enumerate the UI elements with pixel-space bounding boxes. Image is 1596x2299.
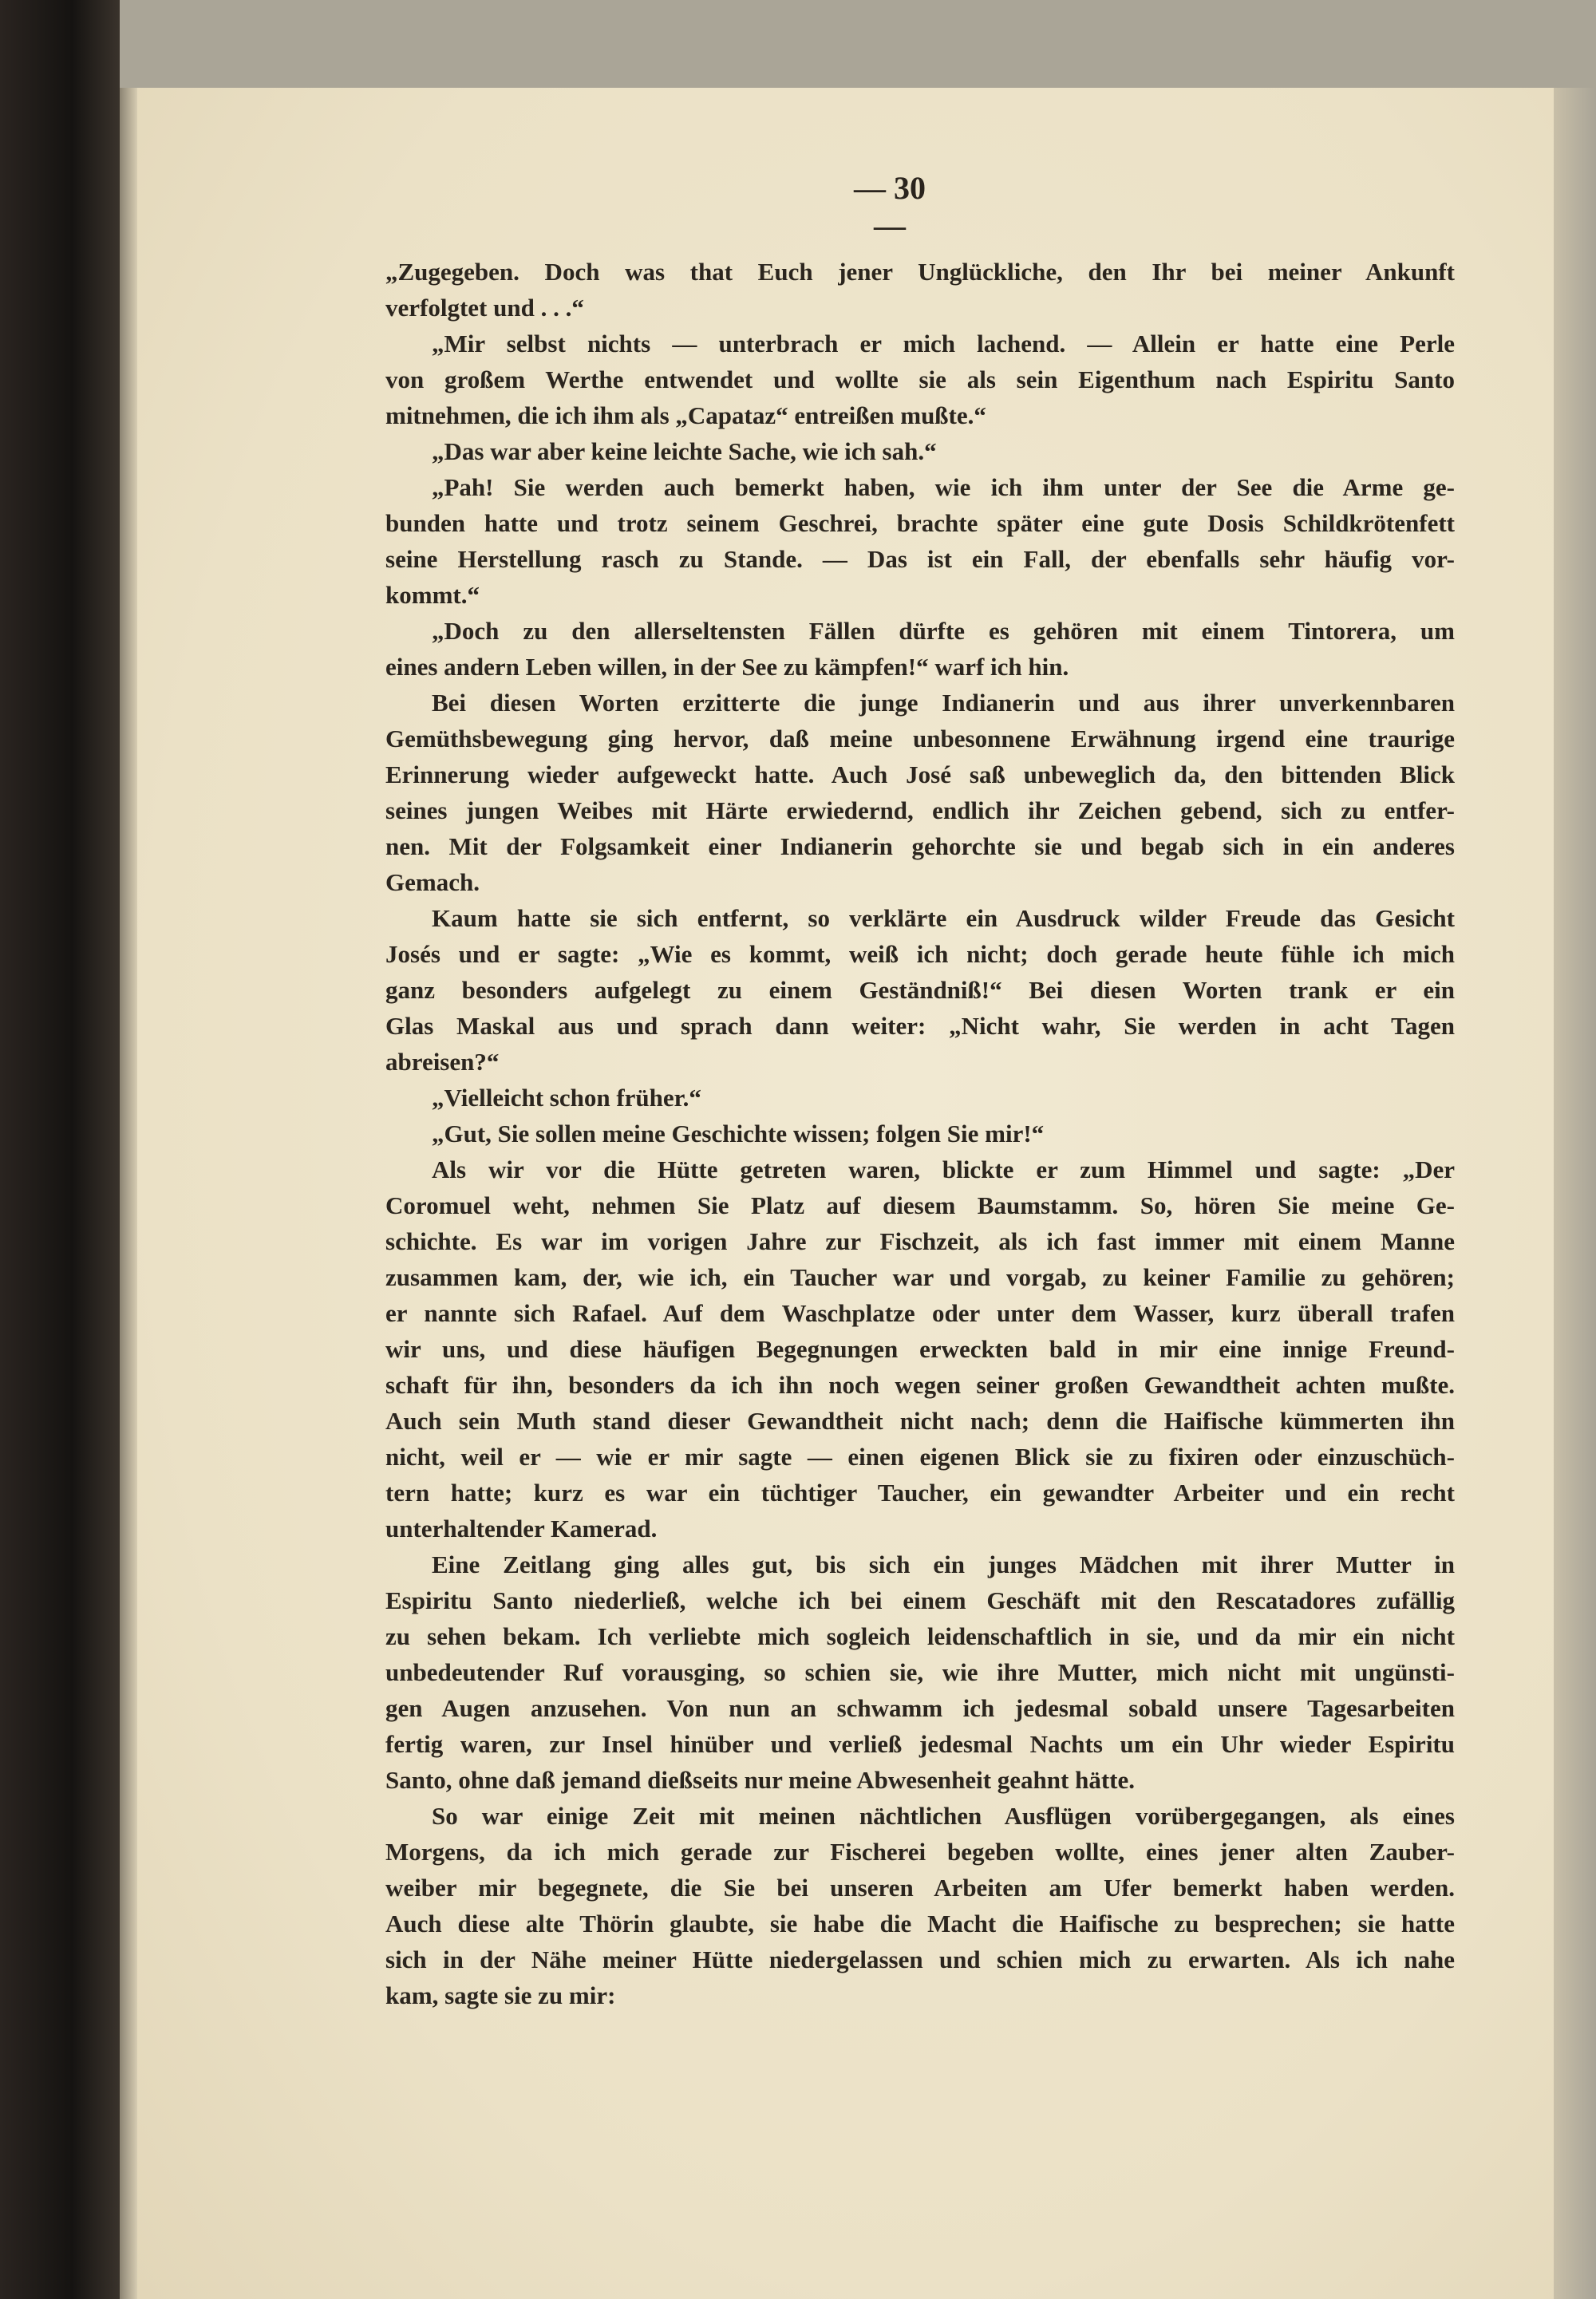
page-number: — 30 — (854, 170, 926, 243)
text-line: zu sehen bekam. Ich verliebte mich sogleich leidenschaftlich in sie, und da mir ein nicht (385, 1622, 1455, 1650)
text-line: abreisen?“ (385, 1048, 500, 1076)
text-line: Espiritu Santo niederließ, welche ich bei einem Geschäft mit den Rescatadores zufällig (385, 1586, 1455, 1614)
text-line: „Das war aber keine leichte Sache, wie ich sah.“ (432, 437, 937, 465)
text-line: er nannte sich Rafael. Auf dem Waschplatze oder unter dem Wasser, kurz überall trafen (385, 1299, 1455, 1327)
text-line: verfolgtet und . . .“ (385, 294, 584, 322)
text-line: wir uns, und diese häufigen Begegnungen erweckten bald in mir eine innige Freund- (385, 1335, 1455, 1363)
text-line: Eine Zeitlang ging alles gut, bis sich ein junges Mädchen mit ihrer Mutter in (432, 1550, 1455, 1578)
scan-background-right (1554, 88, 1596, 2299)
text-line: Als wir vor die Hütte getreten waren, blickte er zum Himmel und sagte: „Der (432, 1155, 1455, 1183)
text-line: eines andern Leben willen, in der See zu kämpfen!“ warf ich hin. (385, 653, 1069, 681)
text-line: sich in der Nähe meiner Hütte niedergelassen und schien mich zu erwarten. Als ich nahe (385, 1945, 1455, 1973)
text-line: Glas Maskal aus und sprach dann weiter: „Nicht wahr, Sie werden in acht Tagen (385, 1012, 1455, 1040)
text-line: tern hatte; kurz es war ein tüchtiger Taucher, ein gewandter Arbeiter und ein recht (385, 1479, 1455, 1507)
text-line: nicht, weil er — wie er mir sagte — einen eigenen Blick sie zu fixiren oder einzuschüch- (385, 1443, 1455, 1471)
text-line: Gemach. (385, 868, 480, 896)
text-line: So war einige Zeit mit meinen nächtlichen Ausflügen vorübergegangen, als eines (432, 1802, 1455, 1830)
text-line: „Zugegeben. Doch was that Euch jener Unglückliche, den Ihr bei meiner Ankunft (385, 258, 1455, 286)
text-line: Coromuel weht, nehmen Sie Platz auf diesem Baumstamm. So, hören Sie meine Ge- (385, 1191, 1455, 1219)
text-line: Auch sein Muth stand dieser Gewandtheit nicht nach; denn die Haifische kümmerten ihn (385, 1407, 1455, 1435)
text-line: Josés und er sagte: „Wie es kommt, weiß ich nicht; doch gerade heute fühle ich mich (385, 940, 1455, 968)
text-line: „Pah! Sie werden auch bemerkt haben, wie ich ihm unter der See die Arme ge- (432, 473, 1455, 501)
text-line: kommt.“ (385, 581, 480, 609)
text-line: Kaum hatte sie sich entfernt, so verklärte ein Ausdruck wilder Freude das Gesicht (432, 904, 1455, 932)
text-line: „Vielleicht schon früher.“ (432, 1084, 701, 1112)
text-line: weiber mir begegnete, die Sie bei unseren Arbeiten am Ufer bemerkt haben werden. (385, 1874, 1455, 1902)
text-line: seines jungen Weibes mit Härte erwiedernd, endlich ihr Zeichen gebend, sich zu entfer- (385, 796, 1455, 824)
text-line: seine Herstellung rasch zu Stande. — Das ist ein Fall, der ebenfalls sehr häufig vor- (385, 545, 1455, 573)
text-line: Auch diese alte Thörin glaubte, sie habe die Macht die Haifische zu besprechen; sie hatte (385, 1910, 1455, 1938)
text-line: Morgens, da ich mich gerade zur Fischerei begeben wollte, eines jener alten Zauber- (385, 1838, 1455, 1866)
text-line: gen Augen anzusehen. Von nun an schwamm ich jedesmal sobald unsere Tagesarbeiten (385, 1694, 1455, 1722)
body-text (385, 254, 1455, 2013)
text-line: Erinnerung wieder aufgeweckt hatte. Auch José saß unbeweglich da, den bittenden Blick (385, 760, 1455, 788)
text-line: zusammen kam, der, wie ich, ein Taucher war und vorgab, zu keiner Familie zu gehören; (385, 1263, 1455, 1291)
text-line: mitnehmen, die ich ihm als „Capataz“ entreißen mußte.“ (385, 401, 986, 429)
text-line: bunden hatte und trotz seinem Geschrei, brachte später eine gute Dosis Schildkrötenfett (385, 509, 1455, 537)
page-edge (120, 80, 137, 2299)
text-line: nen. Mit der Folgsamkeit einer Indianerin gehorchte sie und begab sich in ein anderes (385, 832, 1455, 860)
scan-background-top (120, 0, 1596, 88)
text-line: Bei diesen Worten erzitterte die junge Indianerin und aus ihrer unverkennbaren (432, 689, 1455, 717)
text-line: „Mir selbst nichts — unterbrach er mich lachend. — Allein er hatte eine Perle (432, 330, 1455, 357)
text-line: „Doch zu den allerseltensten Fällen dürfte es gehören mit einem Tintorera, um (432, 617, 1455, 645)
text-line: Santo, ohne daß jemand dießseits nur meine Abwesenheit geahnt hätte. (385, 1766, 1135, 1794)
text-line: unterhaltender Kamerad. (385, 1515, 658, 1543)
text-line: „Gut, Sie sollen meine Geschichte wissen; folgen Sie mir!“ (432, 1120, 1045, 1148)
text-line: schichte. Es war im vorigen Jahre zur Fischzeit, als ich fast immer mit einem Manne (385, 1227, 1455, 1255)
text-line: fertig waren, zur Insel hinüber und verließ jedesmal Nachts um ein Uhr wieder Espiritu (385, 1730, 1455, 1758)
text-line: Gemüthsbewegung ging hervor, daß meine unbesonnene Erwähnung irgend eine traurige (385, 725, 1455, 753)
text-line: unbedeutender Ruf vorausging, so schien sie, wie ihre Mutter, mich nicht mit ungünsti- (385, 1658, 1455, 1686)
book-binding (0, 0, 120, 2299)
text-line: von großem Werthe entwendet und wollte sie als sein Eigenthum nach Espiritu Santo (385, 365, 1455, 393)
text-line: schaft für ihn, besonders da ich ihn noch wegen seiner großen Gewandtheit achten mußte. (385, 1371, 1455, 1399)
text-line: kam, sagte sie zu mir: (385, 1981, 616, 2009)
text-line: ganz besonders aufgelegt zu einem Geständniß!“ Bei diesen Worten trank er ein (385, 976, 1455, 1004)
